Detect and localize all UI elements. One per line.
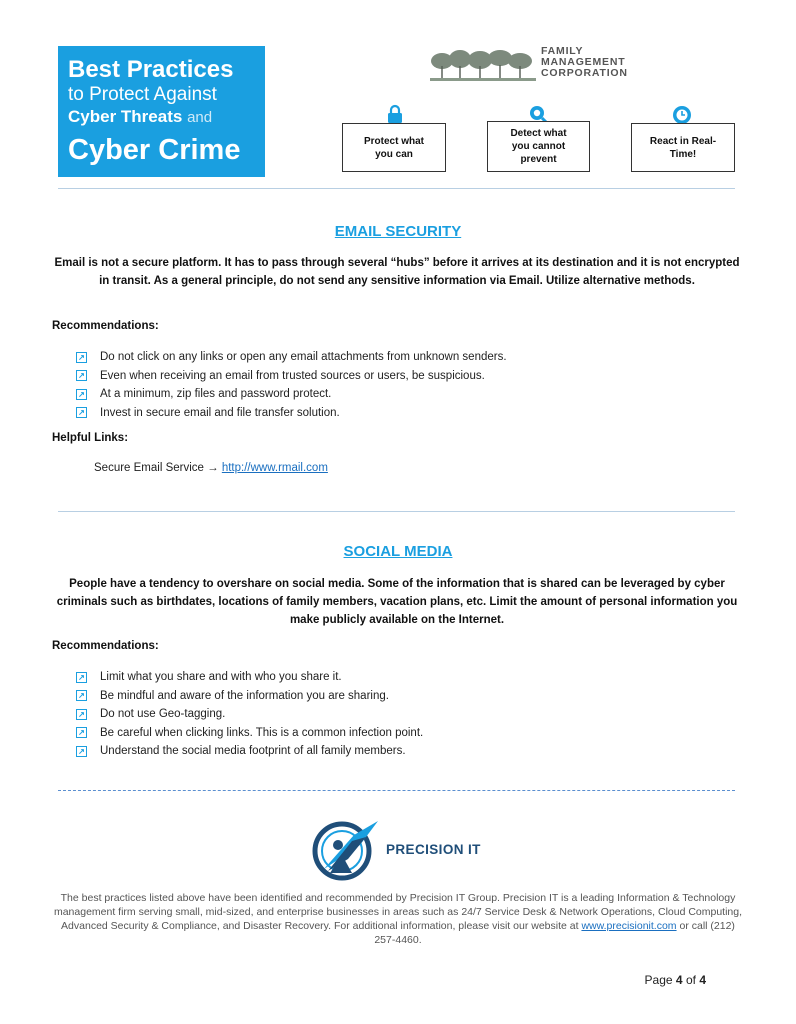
- title-block: [58, 46, 265, 177]
- title-line-2: to Protect Against: [68, 84, 217, 105]
- secure-email-link-line: [94, 462, 328, 474]
- page-total: 4: [699, 973, 706, 987]
- fmc-name: [541, 46, 628, 79]
- footer-divider: [58, 790, 735, 791]
- email-recommendations-label: Recommendations:: [52, 320, 159, 332]
- arrow-box-icon: ↗: [76, 672, 87, 683]
- helpful-links-label: Helpful Links:: [52, 432, 129, 444]
- list-item-text: Limit what you share and with who you share it.: [100, 671, 342, 683]
- pillar-protect: [342, 123, 446, 172]
- list-item: [76, 705, 423, 724]
- page-current: 4: [675, 973, 683, 987]
- list-item: [76, 385, 507, 404]
- section-divider: [58, 511, 735, 512]
- arrow-box-icon: ↗: [76, 690, 87, 701]
- page-prefix: Page: [644, 973, 673, 987]
- list-item: [76, 724, 423, 743]
- title-line-4: Cyber Crime: [68, 134, 241, 166]
- secure-email-label: Secure Email Service →: [94, 462, 219, 474]
- pillar-react-label: React in Real-Time!: [649, 135, 717, 160]
- social-media-intro: People have a tendency to overshare on social media. Some of the information that is shared can be leveraged by cyber criminals such as birthdates, locations of family members, vacation plans, etc. Limit the amount of personal information you make publicly available on the Internet.: [56, 578, 738, 626]
- rmail-link[interactable]: http://www.rmail.com: [221, 462, 328, 474]
- arrow-box-icon: ↗: [76, 746, 87, 757]
- title-line-3-light: and: [187, 109, 213, 126]
- title-line-3-bold: Cyber Threats: [68, 107, 183, 126]
- list-item-text: At a minimum, zip files and password protect.: [100, 388, 332, 400]
- arrow-box-icon: ↗: [76, 389, 87, 400]
- padlock-icon: [385, 104, 405, 124]
- page-number: [645, 973, 706, 987]
- pillar-protect-label: Protect what you can: [363, 135, 424, 160]
- footer-text-main: The best practices listed above have been identified and recommended by Precision IT Group. Precision IT is a leading Information & Technology management firm serving small, mid-sized, and enterprise businesses in areas such as 24/7 Service Desk & Network Operations, Cloud Computing, Advanced Security & Compliance, and Disaster Recovery. For additional information, please visit our website at: [53, 892, 743, 932]
- pillar-detect: [487, 121, 590, 172]
- list-item: [76, 668, 423, 687]
- email-recommendations-list: [76, 348, 507, 422]
- footer-paragraph: [52, 891, 744, 947]
- email-security-title: EMAIL SECURITY: [334, 223, 462, 240]
- list-item-text: Do not use Geo-tagging.: [100, 708, 226, 720]
- title-line-1: Best Practices: [68, 56, 234, 83]
- precision-it-name: PRECISION IT: [386, 842, 481, 857]
- list-item-text: Invest in secure email and file transfer solution.: [100, 406, 340, 419]
- title-line-3: [68, 106, 265, 129]
- list-item-text: Be mindful and aware of the information you are sharing.: [100, 689, 389, 702]
- precisionit-link[interactable]: www.precisionit.com: [581, 920, 677, 932]
- pillar-detect-label: Detect what you cannot prevent: [510, 128, 567, 165]
- list-item-text: Be careful when clicking links. This is a common infection point.: [100, 726, 424, 739]
- social-recommendations-list: [76, 668, 423, 761]
- email-security-intro: Email is not a secure platform. It has to pass through several “hubs” before it arrives at its destination and it is not encrypted in transit. As a general principle, do not send any sensitive information via Email. Utilize alternative methods.: [54, 257, 740, 287]
- social-recommendations-label: Recommendations:: [52, 640, 159, 652]
- arrow-box-icon: ↗: [76, 352, 87, 363]
- social-media-title: SOCIAL MEDIA: [343, 543, 453, 560]
- list-item: [76, 348, 507, 367]
- arrow-box-icon: ↗: [76, 370, 87, 381]
- list-item: [76, 742, 423, 761]
- arrow-box-icon: ↗: [76, 709, 87, 720]
- list-item: [76, 687, 423, 706]
- arrow-box-icon: ↗: [76, 727, 87, 738]
- list-item-text: Understand the social media footprint of all family members.: [100, 745, 406, 757]
- fmc-line-1: FAMILY: [541, 45, 584, 57]
- precision-it-logo: [308, 815, 498, 885]
- header-divider: [58, 188, 735, 189]
- precision-it-emblem-icon: [308, 815, 380, 885]
- list-item-text: Do not click on any links or open any email attachments from unknown senders.: [100, 351, 507, 363]
- pillar-react: [631, 123, 735, 172]
- fmc-line-2: MANAGEMENT: [541, 56, 626, 68]
- trees-icon: [430, 50, 536, 84]
- clock-icon: [672, 105, 692, 125]
- list-item: [76, 404, 507, 423]
- footer-text-contact: or call (212) 257-4460.: [374, 920, 735, 946]
- page-of: of: [685, 973, 696, 987]
- list-item: [76, 367, 507, 386]
- arrow-box-icon: ↗: [76, 407, 87, 418]
- fmc-line-3: CORPORATION: [541, 67, 628, 79]
- fmc-logo: [430, 46, 680, 86]
- list-item-text: Even when receiving an email from trusted sources or users, be suspicious.: [100, 369, 485, 382]
